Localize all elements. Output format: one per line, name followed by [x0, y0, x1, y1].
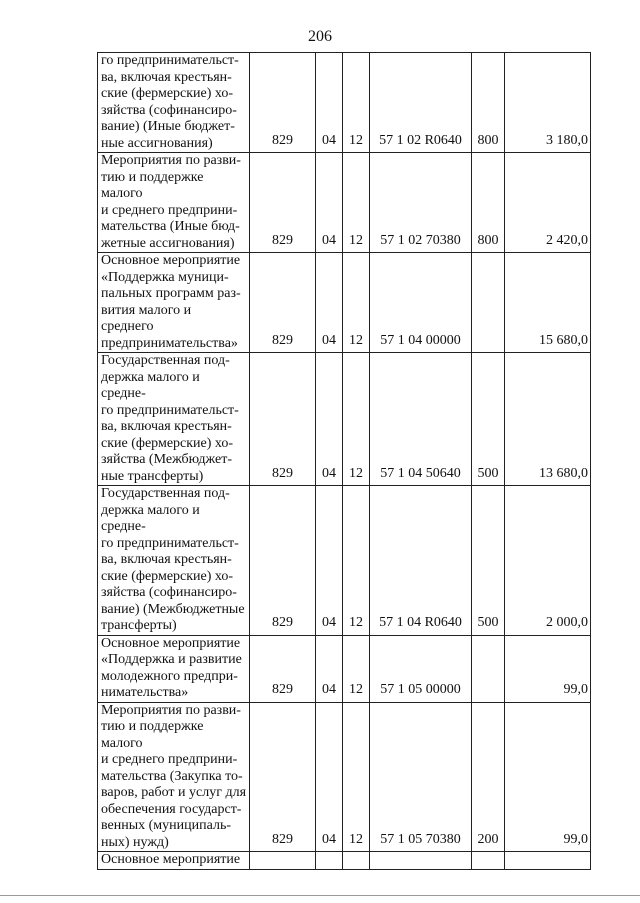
target-article-code [370, 852, 472, 870]
subsection-code: 12 [343, 486, 370, 636]
amount: 13 680,0 [505, 353, 591, 486]
admin-code: 829 [250, 153, 316, 253]
subsection-code: 12 [343, 253, 370, 353]
section-code: 04 [316, 702, 343, 852]
amount: 2 420,0 [505, 153, 591, 253]
admin-code: 829 [250, 702, 316, 852]
admin-code: 829 [250, 53, 316, 153]
subsection-code: 12 [343, 702, 370, 852]
row-name-cell: Государственная под- держка малого и средне- го предпринимательст- ва, включая крестьян- ские (фермерские) хо- зяйства (софинансиро- вание) (Межбюджетные трансферты) [98, 486, 250, 636]
row-name-cell: Основное мероприятие «Поддержка и развитие молодежного предпри- нимательства» [98, 635, 250, 702]
table-row [98, 486, 591, 636]
row-name-cell: Мероприятия по разви- тию и поддержке малого и среднего предприни- мательства (Закупка то- варов, работ и услуг для обеспечения государст- венных (муниципаль- ных) нужд) [98, 702, 250, 852]
target-article-code: 57 1 02 70380 [370, 153, 472, 253]
subsection-code [343, 852, 370, 870]
section-code: 04 [316, 53, 343, 153]
subsection-code: 12 [343, 635, 370, 702]
row-name-cell: Государственная под- держка малого и средне- го предпринимательст- ва, включая крестьян- ские (фермерские) хо- зяйства (Межбюджет- ные трансферты) [98, 353, 250, 486]
admin-code: 829 [250, 486, 316, 636]
section-code: 04 [316, 153, 343, 253]
target-article-code: 57 1 04 50640 [370, 353, 472, 486]
admin-code [250, 852, 316, 870]
amount: 2 000,0 [505, 486, 591, 636]
table-row [98, 253, 591, 353]
subsection-code: 12 [343, 153, 370, 253]
target-article-code: 57 1 04 R0640 [370, 486, 472, 636]
amount [505, 852, 591, 870]
amount: 99,0 [505, 635, 591, 702]
table-row [98, 702, 591, 852]
target-article-code: 57 1 02 R0640 [370, 53, 472, 153]
row-name-cell: Основное мероприятие «Поддержка муници- пальных программ раз- вития малого и среднего предпринимательства» [98, 253, 250, 353]
budget-table-body [98, 53, 591, 870]
row-name-cell: Основное мероприятие [98, 852, 250, 870]
expense-type-code: 800 [472, 53, 505, 153]
section-code: 04 [316, 635, 343, 702]
section-code: 04 [316, 486, 343, 636]
section-code [316, 852, 343, 870]
expense-type-code [472, 253, 505, 353]
admin-code: 829 [250, 253, 316, 353]
footer-divider [0, 895, 640, 896]
admin-code: 829 [250, 635, 316, 702]
table-row [98, 153, 591, 253]
amount: 3 180,0 [505, 53, 591, 153]
table-row [98, 353, 591, 486]
admin-code: 829 [250, 353, 316, 486]
page-number: 206 [308, 28, 332, 45]
expense-type-code: 800 [472, 153, 505, 253]
expense-type-code [472, 635, 505, 702]
section-code: 04 [316, 253, 343, 353]
amount: 15 680,0 [505, 253, 591, 353]
expense-type-code: 500 [472, 353, 505, 486]
table-row [98, 852, 591, 870]
subsection-code: 12 [343, 353, 370, 486]
expense-type-code: 200 [472, 702, 505, 852]
budget-table [97, 52, 591, 870]
target-article-code: 57 1 04 00000 [370, 253, 472, 353]
row-name-cell: го предпринимательст- ва, включая крестьян- ские (фермерские) хо- зяйства (софинансиро- вание) (Иные бюджет- ные ассигнования) [98, 53, 250, 153]
table-row [98, 53, 591, 153]
target-article-code: 57 1 05 00000 [370, 635, 472, 702]
amount: 99,0 [505, 702, 591, 852]
row-name-cell: Мероприятия по разви- тию и поддержке малого и среднего предприни- мательства (Иные бюд- жетные ассигнования) [98, 153, 250, 253]
section-code: 04 [316, 353, 343, 486]
expense-type-code: 500 [472, 486, 505, 636]
table-row [98, 635, 591, 702]
expense-type-code [472, 852, 505, 870]
subsection-code: 12 [343, 53, 370, 153]
target-article-code: 57 1 05 70380 [370, 702, 472, 852]
